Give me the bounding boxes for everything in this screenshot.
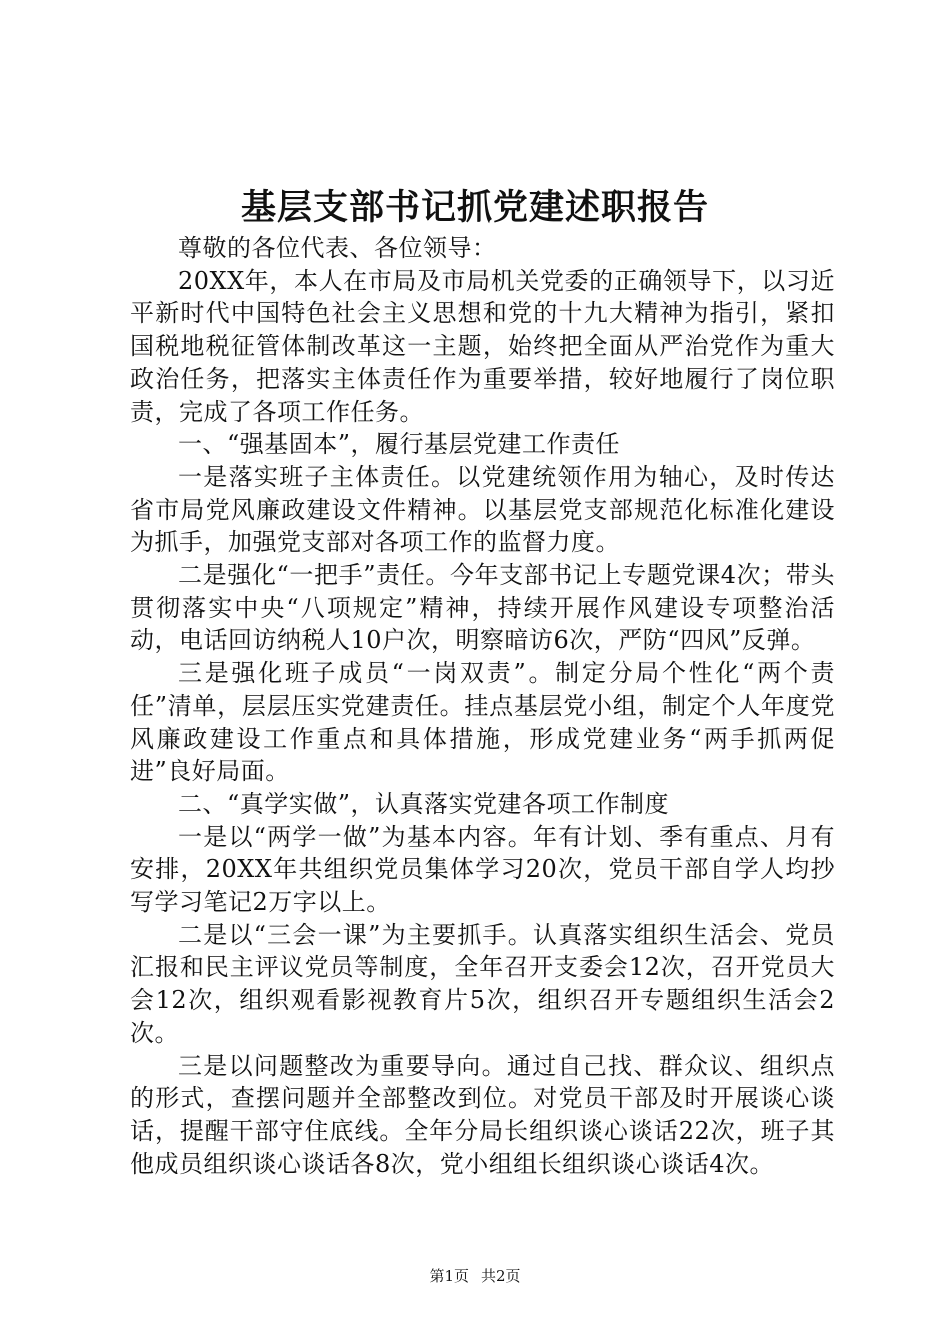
body-paragraph: 一是以“两学一做”为基本内容。年有计划、季有重点、月有安排，20XX年共组织党员集体学习20次，党员干部自学人均抄写学习笔记2万字以上。 [130,822,835,917]
body-paragraph: 三是强化班子成员“一岗双责”。制定分局个性化“两个责任”清单，层层压实党建责任。挂点基层党小组，制定个人年度党风廉政建设工作重点和具体措施，形成党建业务“两手抓两促进”良好局面。 [130,659,835,786]
body-paragraph: 二是强化“一把手”责任。今年支部书记上专题党课4次；带头贯彻落实中央“八项规定”精神，持续开展作风建设专项整治活动，电话回访纳税人10户次，明察暗访6次，严防“四风”反弹。 [130,561,835,655]
section-heading-2: 二、“真学实做”，认真落实党建各项工作制度 [178,789,670,818]
body-paragraph: 三是以问题整改为重要导向。通过自己找、群众议、组织点的形式，查摆问题并全部整改到位。对党员干部及时开展谈心谈话，提醒干部守住底线。全年分局长组织谈心谈话22次，班子其他成员组织谈心谈话各8次，党小组组长组织谈心谈话4次。 [130,1051,835,1178]
document-title: 基层支部书记抓党建述职报告 [240,187,709,228]
section-heading-1: 一、“强基固本”，履行基层党建工作责任 [178,430,621,459]
page-total: 共2页 [481,1267,521,1285]
document-body [130,232,835,1180]
body-paragraph: 二是以“三会一课”为主要抓手。认真落实组织生活会、党员汇报和民主评议党员等制度，全年召开支委会12次，召开党员大会12次，组织观看影视教育片5次，组织召开专题组织生活会2次。 [130,920,835,1047]
body-paragraph: 一是落实班子主体责任。以党建统领作用为轴心，及时传达省市局党风廉政建设文件精神。以基层党支部规范化标准化建设为抓手，加强党支部对各项工作的监督力度。 [130,462,835,557]
page-footer [0,1266,950,1286]
intro-paragraph: 20XX年，本人在市局及市局机关党委的正确领导下，以习近平新时代中国特色社会主义思想和党的十九大精神为指引，紧扣国税地税征管体制改革这一主题，始终把全面从严治党作为重大政治任务，把落实主体责任作为重要举措，较好地履行了岗位职责，完成了各项工作任务。 [130,266,835,426]
page-number: 第1页 [429,1267,469,1285]
salutation: 尊敬的各位代表、各位领导： [178,234,497,262]
